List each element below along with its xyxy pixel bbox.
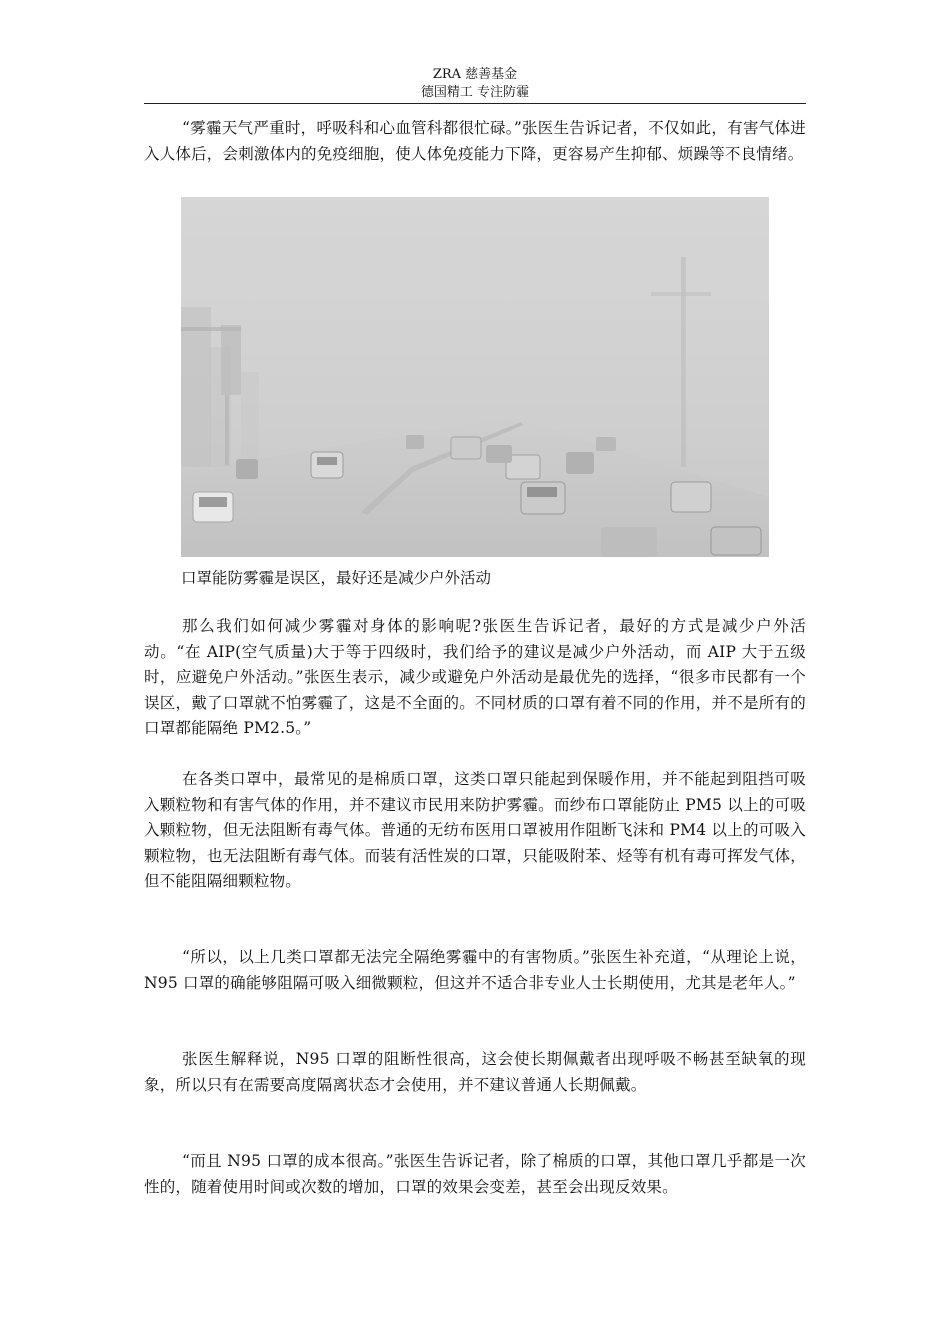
paragraph-2: 那么我们如何减少雾霾对身体的影响呢?张医生告诉记者，最好的方式是减少户外活动。“在 AIP(空气质量)大于等于四级时，我们给予的建议是减少户外活动，而 AIP 大于五级时，应避免户外活动。”张医生表示，减少或避免户外活动是最优先的选择，“很多市民都有一个误区，戴了口罩就不怕雾霾了，这是不全面的。不同材质的口罩有着不同的作用，并不是所有的口罩都能隔绝 PM2.5。” [144, 617, 806, 737]
paragraph-3: 在各类口罩中，最常见的是棉质口罩，这类口罩只能起到保暖作用，并不能起到阻挡可吸入颗粒物和有害气体的作用，并不建议市民用来防护雾霾。而纱布口罩能防止 PM5 以上的可吸入颗粒物，但无法阻断有毒气体。普通的无纺布医用口罩被用作阻断飞沫和 PM4 以上的可吸入颗粒物，也无法阻断有毒气体。而装有活性炭的口罩，只能吸附苯、烃等有机有毒可挥发气体，但不能阻隔细颗粒物。 [144, 770, 806, 890]
paragraph-4: “所以，以上几类口罩都无法完全隔绝雾霾中的有害物质。”张医生补充道，“从理论上说，N95 口罩的确能够阻隔可吸入细微颗粒，但这并不适合非专业人士长期使用，尤其是老年人。” [144, 948, 806, 992]
page-header [144, 66, 806, 102]
photo-caption: 口罩能防雾霾是误区，最好还是减少户外活动 [181, 569, 492, 587]
paragraph-1: “雾霾天气严重时，呼吸科和心血管科都很忙碌。”张医生告诉记者，不仅如此，有害气体进入人体后，会刺激体内的免疫细胞，使人体免疫能力下降，更容易产生抑郁、烦躁等不良情绪。 [144, 119, 806, 163]
header-line-1: ZRA 慈善基金 [432, 67, 518, 82]
header-rule [144, 103, 806, 104]
paragraph-6: “而且 N95 口罩的成本很高。”张医生告诉记者，除了棉质的口罩，其他口罩几乎都是一次性的，随着使用时间或次数的增加，口罩的效果会变差，甚至会出现反效果。 [144, 1152, 806, 1196]
smog-highway-photo [181, 197, 769, 557]
header-line-2: 德国精工 专注防霾 [420, 85, 530, 100]
paragraph-5: 张医生解释说，N95 口罩的阻断性很高，这会使长期佩戴者出现呼吸不畅甚至缺氧的现象，所以只有在需要高度隔离状态才会使用，并不建议普通人长期佩戴。 [144, 1050, 806, 1094]
